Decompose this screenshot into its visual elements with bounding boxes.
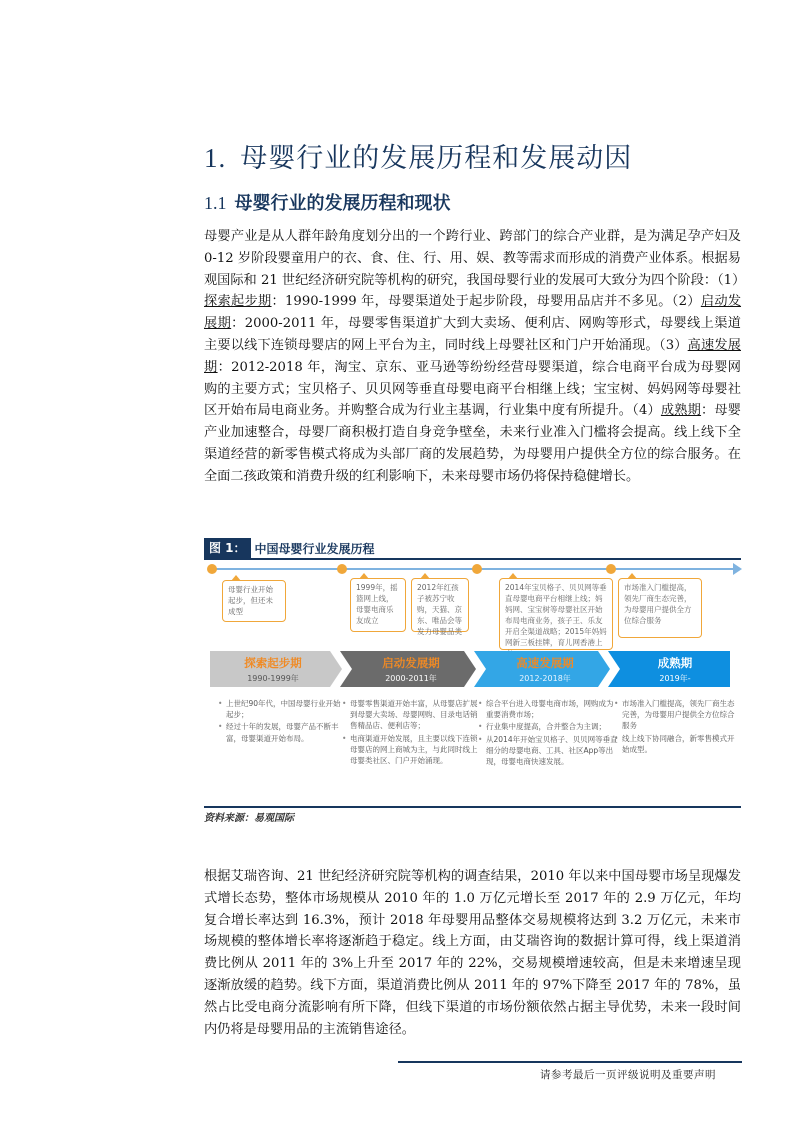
phase-term-2: 启动发展期 (204, 294, 742, 332)
phase-name: 探索起步期 (244, 655, 302, 670)
figure-caption (204, 538, 375, 558)
figure-tag: 图 1： (204, 538, 251, 558)
timeline-note: 1999年，摇篮网上线，母婴电商乐友成立 (350, 578, 406, 632)
section-title: 母婴行业的发展历程和发展动因 (240, 143, 633, 174)
intro-paragraph (204, 226, 746, 488)
subsection-number: 1.1 (204, 193, 227, 213)
section-heading (204, 136, 632, 175)
subsection-heading (204, 189, 451, 215)
timeline-dot (337, 564, 347, 574)
phase-years: 1990-1999年 (247, 673, 299, 683)
market-paragraph: 根据艾瑞咨询、21 世纪经济研究院等机构的调查结果，2010 年以来中国母婴市场呈现爆发式增长态势，整体市场规模从 2010 年的 1.0 万亿元增长至 2017 年的 2.9 万亿元，年均复合增长率达到 16.3%，预计 2018 年母婴用品整体交易规模将达到 3.2 万亿元，未来市场规模的整体增长率将逐渐趋于稳定。线上方面，由艾瑞咨询的数据计算可得，线上渠道消费比例从 2011 年的 3%上升至 2017 年的 22%，交易规模增速较高，但是未来增速呈现逐渐放缓的趋势。线下方面，渠道消费比例从 2011 年的 97%下降至 2017 年的 78%，虽然占比受电商分流影响有所下降，但线下渠道的市场份额依然占据主导优势，未来一段时间内仍将是母婴用品的主流销售途径。 (204, 869, 741, 1037)
figure-title: 中国母婴行业发展历程 (254, 541, 375, 556)
description-item: • 线上线下协同融合，新零售模式开始成型。 (622, 733, 738, 755)
phase-name: 启动发展期 (382, 655, 440, 670)
phase-name: 成熟期 (657, 655, 693, 670)
description-item: • 经过十年的发展，母婴产品不断丰富，母婴渠道开始布局。 (226, 721, 342, 743)
footer-rule (398, 1061, 742, 1063)
phase-label-1 (210, 651, 336, 687)
description-item: • 上世纪90年代，中国母婴行业开始起步； (226, 698, 342, 720)
figure-top-rule (204, 558, 741, 560)
phase-term-3: 高速发展期 (204, 337, 741, 375)
figure-bottom-rule (204, 806, 741, 808)
phase-label-3 (486, 651, 604, 687)
description-item: • 母婴零售渠道开始丰富，从母婴店扩展到母婴大卖场、母婴网购、目录电话销售精品店、便利店等； (350, 698, 480, 732)
description-item: • 电商渠道开始发展，且主要以线下连锁母婴店的网上商城为主，与此同时线上母婴类社区、门户开始涌现。 (350, 733, 480, 767)
phase-years: 2019年- (659, 673, 691, 683)
phase-name: 高速发展期 (516, 655, 574, 670)
timeline-note: 2014年宝贝格子、贝贝网等垂直母婴电商平台相继上线；妈妈网、宝宝树等母婴社区开始布局电商业务，孩子王、乐友开启全渠道战略；2015年妈妈网新三板挂牌，育儿网香港上 (499, 578, 613, 650)
para-text: ：2000-2011 年，母婴零售渠道扩大到大卖场、便利店、网购等形式，母婴线上渠道主要以线下连锁母婴店的网上平台为主，同时线上母婴社区和门户开始涌现。（3） (204, 316, 741, 353)
phase-description-3 (476, 698, 620, 768)
phase-description-2 (340, 698, 480, 767)
footer-disclaimer: 请参考最后一页评级说明及重要声明 (540, 1069, 716, 1081)
para-text: ：2012-2018 年，淘宝、京东、亚马逊等纷纷经营母婴渠道，综合电商平台成为母婴网购的主要方式；宝贝格子、贝贝网等垂直母婴电商平台相继上线；宝宝树、妈妈网等母婴社区开始布局电商业务。并购整合成为行业主基调，行业集中度有所提升。（4） (204, 359, 741, 419)
phase-label-2 (352, 651, 470, 687)
description-item: • 市场准入门槛提高，领先厂商生态完善，为母婴用户提供全方位综合服务 (622, 698, 738, 732)
phase-term-4: 成熟期 (660, 403, 702, 419)
timeline-note: 2012年红孩子被苏宁收购，天猫、京东、唯品会等发力母婴品类 (411, 578, 469, 632)
timeline-dot (606, 564, 616, 574)
timeline-dot (472, 564, 482, 574)
timeline-dot (207, 564, 217, 574)
timeline-note: 母婴行业开始起步，但还未成型 (222, 580, 286, 622)
timeline-figure (204, 538, 741, 808)
timeline-arrow-icon (733, 563, 742, 575)
description-item: • 从2014年开始宝贝格子、贝贝网等垂直细分的母婴电商、工具、社区App等出现，母婴电商快速发展。 (486, 734, 620, 768)
figure-source: 资料来源：易观国际 (204, 813, 294, 824)
phase-label-4 (620, 651, 730, 687)
timeline-note: 市场准入门槛提高，领先厂商生态完善，为母婴用户提供全方位综合服务 (618, 578, 702, 638)
phase-description-1 (216, 698, 342, 745)
para-text: ：1990-1999 年，母婴渠道处于起步阶段，母婴用品店并不多见。（2） (271, 294, 701, 310)
description-item: • 综合平台进入母婴电商市场，网购成为重要消费市场； (486, 698, 620, 720)
subsection-title: 母婴行业的发展历程和现状 (234, 193, 451, 214)
phase-years: 2000-2011年 (385, 673, 437, 683)
description-item: • 行业集中度提高，合并整合为主调； (486, 721, 620, 732)
para-text: 母婴产业是从人群年龄角度划分出的一个跨行业、跨部门的综合产业群，是为满足孕产妇及 0-12 岁阶段婴童用户的衣、食、住、行、用、娱、教等需求而形成的消费产业体系。根据易观国际和 21 世纪经济研究院等机构的研究，我国母婴行业的发展可大致分为四个阶段：（1） (204, 229, 746, 288)
phase-term-1: 探索起步期 (204, 294, 272, 310)
phase-description-4 (612, 698, 738, 756)
section-number: 1. (204, 143, 227, 173)
para-text: ：母婴产业加速整合，母婴厂商积极打造自身竞争壁垒，未来行业准入门槛将会提高。线上线下全渠道经营的新零售模式将成为头部厂商的发展趋势，为母婴用户提供全方位的综合服务。在全面二孩政策和消费升级的红利影响下，未来母婴市场仍将保持稳健增长。 (204, 403, 741, 484)
phase-years: 2012-2018年 (519, 673, 571, 683)
